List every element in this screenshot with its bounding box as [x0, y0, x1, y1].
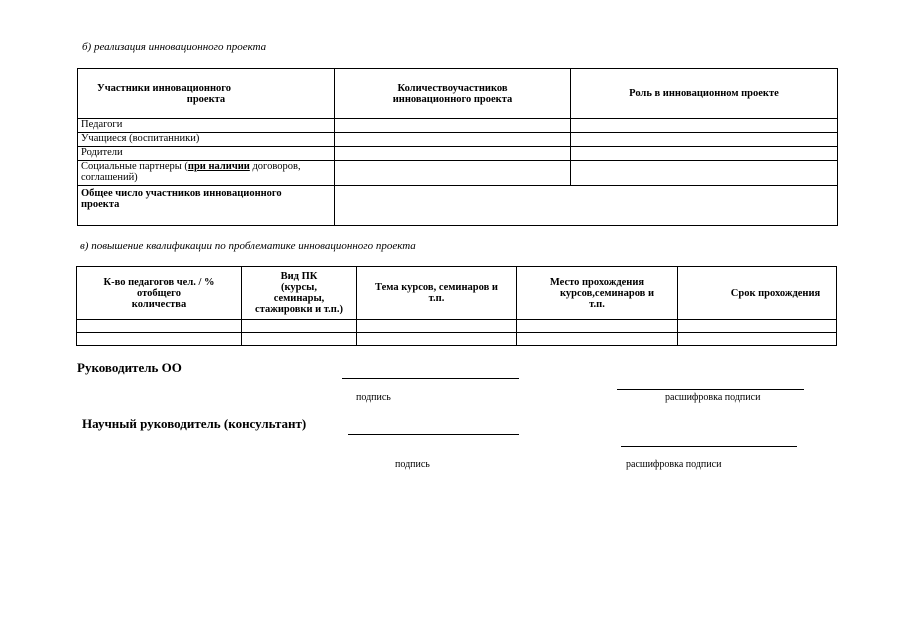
row-parents-role[interactable] [571, 147, 838, 161]
participants-header-row [78, 69, 838, 119]
cell[interactable] [678, 333, 837, 346]
row-partners-count[interactable] [335, 161, 571, 186]
cell[interactable] [242, 320, 357, 333]
cell[interactable] [517, 333, 678, 346]
table-row [78, 186, 838, 226]
header-teacher-count: К-во педагогов чел. / % отобщего количества [77, 267, 242, 320]
qualification-table [76, 266, 837, 346]
row-students-role[interactable] [571, 133, 838, 147]
header-duration: Срок прохождения [678, 267, 837, 320]
row-teachers-role[interactable] [571, 119, 838, 133]
cell[interactable] [77, 320, 242, 333]
row-students-count[interactable] [335, 133, 571, 147]
header-count: Количествоучастников инновационного проекта [335, 69, 571, 119]
table-row [78, 161, 838, 186]
cell[interactable] [517, 320, 678, 333]
head-sign-caption: подпись [356, 392, 391, 403]
header-participants: Участники инновационного проекта [78, 69, 335, 119]
cell[interactable] [242, 333, 357, 346]
row-teachers-count[interactable] [335, 119, 571, 133]
table-row [78, 147, 838, 161]
advisor-signature-line[interactable] [348, 434, 519, 435]
cell[interactable] [77, 333, 242, 346]
cell[interactable] [678, 320, 837, 333]
row-total-value[interactable] [335, 186, 838, 226]
row-teachers-label: Педагоги [78, 119, 335, 133]
section-c-title: в) повышение квалификации по проблематике инновационного проекта [80, 240, 416, 252]
head-decode-line[interactable] [617, 389, 804, 390]
row-students-label: Учащиеся (воспитанники) [78, 133, 335, 147]
header-course-topic: Тема курсов, семинаров и т.п. [357, 267, 517, 320]
advisor-decode-caption: расшифровка подписи [626, 459, 722, 470]
head-signature-line[interactable] [342, 378, 519, 379]
row-total-label: Общее число участников инновационного проекта [78, 186, 335, 226]
row-parents-count[interactable] [335, 147, 571, 161]
header-pk-type: Вид ПК (курсы, семинары, стажировки и т.п.) [242, 267, 357, 320]
row-partners-label: Социальные партнеры (при наличии договоров, соглашений) [78, 161, 335, 186]
header-role: Роль в инновационном проекте [571, 69, 838, 119]
advisor-decode-line[interactable] [621, 446, 797, 447]
row-parents-label: Родители [78, 147, 335, 161]
section-b-title: б) реализация инновационного проекта [82, 41, 267, 53]
qualification-header-row [77, 267, 837, 320]
header-location: Место прохождения курсов,семинаров и т.п. [517, 267, 678, 320]
table-row [77, 333, 837, 346]
participants-table [77, 68, 838, 226]
head-label: Руководитель ОО [77, 360, 182, 375]
advisor-sign-caption: подпись [395, 459, 430, 470]
cell[interactable] [357, 320, 517, 333]
table-row [78, 119, 838, 133]
advisor-label: Научный руководитель (консультант) [82, 416, 307, 431]
row-partners-role[interactable] [571, 161, 838, 186]
head-decode-caption: расшифровка подписи [665, 392, 761, 403]
cell[interactable] [357, 333, 517, 346]
table-row [78, 133, 838, 147]
table-row [77, 320, 837, 333]
